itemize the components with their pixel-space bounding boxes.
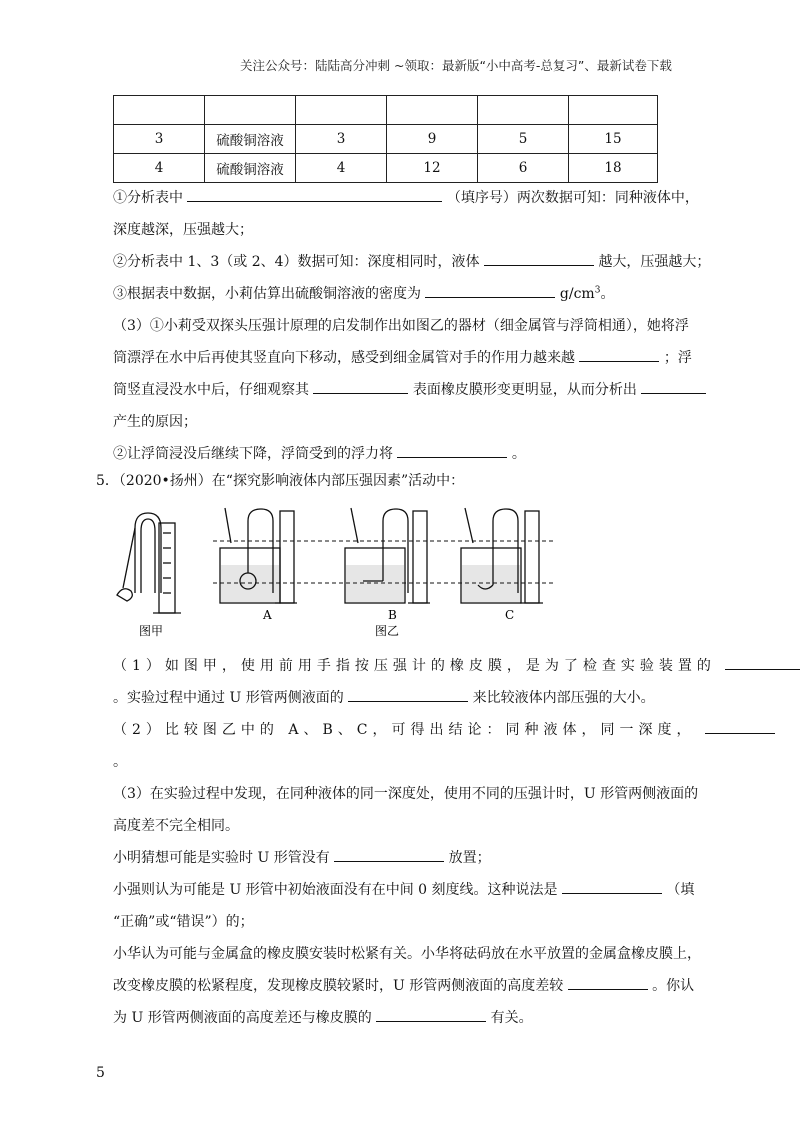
table-cell: 5 <box>478 125 569 154</box>
q5-line-7: 小明猜想可能是实验时 U 形管没有 放置； <box>113 847 491 867</box>
table-cell: 3 <box>114 125 205 154</box>
label-b: B <box>388 608 397 622</box>
answer-blank[interactable] <box>562 879 662 894</box>
answer-blank[interactable] <box>313 379 408 394</box>
table-cell: 15 <box>569 125 658 154</box>
q5-line-12: 为 U 形管两侧液面的高度差还与橡皮膜的 有关。 <box>113 1007 533 1027</box>
figure-jia-label: 图甲 <box>139 624 164 638</box>
q5-line-11: 改变橡皮膜的松紧程度，发现橡皮膜较紧时，U 形管两侧液面的高度差较 。你认 <box>113 975 694 995</box>
q5-line-2: 。实验过程中通过 U 形管两侧液面的 来比较液体内部压强的大小。 <box>113 687 655 707</box>
q5-line-6: 高度差不完全相同。 <box>113 818 239 834</box>
label-c: C <box>505 608 515 622</box>
answer-blank[interactable] <box>348 687 468 702</box>
table-row <box>114 96 658 125</box>
q5-line-10: 小华认为可能与金属盒的橡皮膜安装时松紧有关。小华将砝码放在水平放置的金属盒橡皮膜上， <box>113 946 701 962</box>
q5-line-3: （2）比较图乙中的 A、B、C，可得出结论：同种液体，同一深度， <box>113 719 775 739</box>
answer-blank[interactable] <box>484 251 594 266</box>
answer-blank[interactable] <box>397 443 507 458</box>
q4-line-9: ②让浮筒浸没后继续下降，浮筒受到的浮力将 。 <box>113 443 526 463</box>
answer-blank[interactable] <box>705 719 775 734</box>
q4-line-4: ③根据表中数据，小莉估算出硫酸铜溶液的密度为 $g/cm^3$。 <box>113 283 614 303</box>
page-number: 5 <box>96 1065 105 1081</box>
table-cell: 硫酸铜溶液 <box>205 125 296 154</box>
answer-blank[interactable] <box>376 1007 486 1022</box>
q5-line-4: 。 <box>113 754 127 770</box>
answer-blank[interactable] <box>641 379 706 394</box>
table-cell <box>296 96 387 125</box>
q5-line-5: （3）在实验过程中发现，在同种液体的同一深度处，使用不同的压强计时，U 形管两侧液面的 <box>113 786 699 802</box>
label-a: A <box>263 608 272 622</box>
u-tube-figure <box>113 493 553 643</box>
table-row <box>114 154 658 183</box>
q4-line-3: ②分析表中 1、3（或 2、4）数据可知：深度相同时，液体 越大，压强越大； <box>113 251 710 271</box>
table-cell: 硫酸铜溶液 <box>205 154 296 183</box>
answer-blank[interactable] <box>579 347 659 362</box>
page-header: 关注公众号：陆陆高分冲刺 ~领取：最新版“小中高考-总复习”、最新试卷下载 <box>240 58 672 73</box>
q4-line-5: （3）①小莉受双探头压强计原理的启发制作出如图乙的器材（细金属管与浮筒相通），她将浮 <box>113 318 689 334</box>
table-row <box>114 125 658 154</box>
table-cell: 3 <box>296 125 387 154</box>
table-cell <box>114 96 205 125</box>
q5-line-8: 小强则认为可能是 U 形管中初始液面没有在中间 0 刻度线。这种说法是 （填 <box>113 879 694 899</box>
table-cell: 18 <box>569 154 658 183</box>
figure-yi-b <box>345 508 430 603</box>
table-cell <box>387 96 478 125</box>
table-cell: 6 <box>478 154 569 183</box>
answer-blank[interactable] <box>334 847 444 862</box>
table-cell: 9 <box>387 125 478 154</box>
table-cell <box>569 96 658 125</box>
figure-yi-label: 图乙 <box>375 624 400 638</box>
data-table <box>113 95 658 183</box>
table-cell: 12 <box>387 154 478 183</box>
table-cell <box>478 96 569 125</box>
answer-blank[interactable] <box>425 283 555 298</box>
table-cell <box>205 96 296 125</box>
figure-yi-c <box>461 508 543 603</box>
table-cell: 4 <box>296 154 387 183</box>
q4-line-6: 筒漂浮在水中后再使其竖直向下移动，感受到细金属管对手的作用力越来越 ；浮 <box>113 347 692 367</box>
answer-blank[interactable] <box>725 655 800 670</box>
q4-line-8: 产生的原因； <box>113 414 197 430</box>
q4-line-1: ①分析表中 （填序号）两次数据可知：同种液体中， <box>113 187 699 207</box>
answer-blank[interactable] <box>568 975 648 990</box>
q4-line-2: 深度越深，压强越大； <box>113 222 253 238</box>
q5-title: 5．（2020•扬州）在“探究影响液体内部压强因素”活动中： <box>96 473 465 489</box>
q5-line-1: （1）如图甲，使用前用手指按压强计的橡皮膜，是为了检查实验装置的 <box>113 655 800 675</box>
answer-blank[interactable] <box>187 187 442 202</box>
figure-jia <box>117 513 181 613</box>
q5-line-9: “正确”或“错误”）的； <box>113 914 254 930</box>
figure-yi-a <box>220 508 297 603</box>
q4-line-7: 筒竖直浸没水中后，仔细观察其 表面橡皮膜形变更明显，从而分析出 <box>113 379 706 399</box>
table-cell: 4 <box>114 154 205 183</box>
